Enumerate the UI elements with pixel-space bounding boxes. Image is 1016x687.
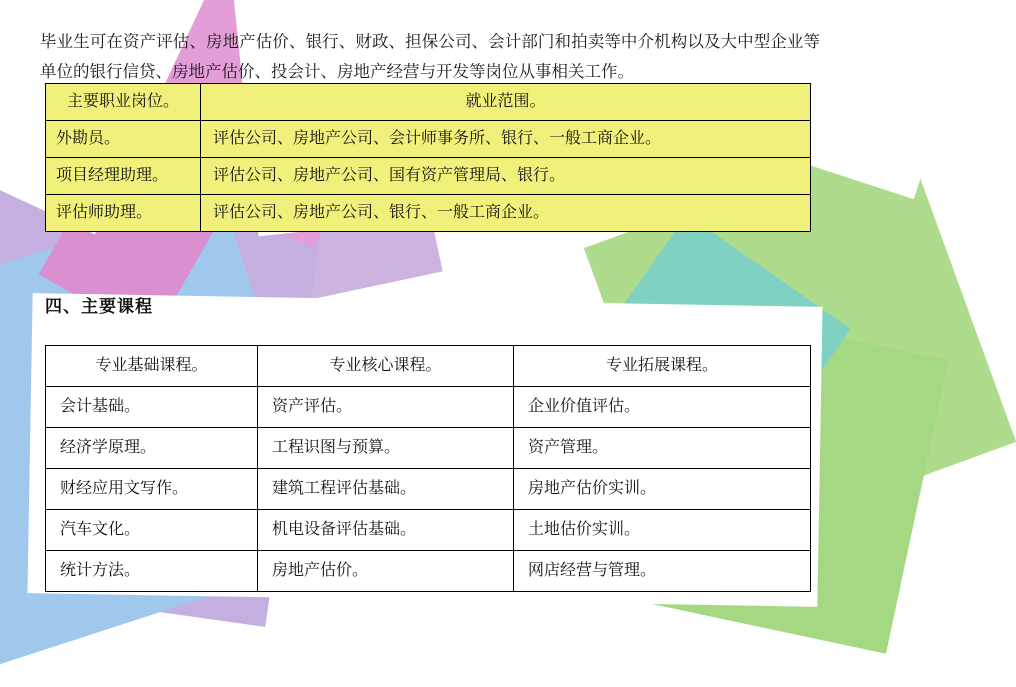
courses-cell-basic: 经济学原理。 — [46, 428, 258, 469]
jobs-cell-position: 外勘员。 — [46, 121, 201, 158]
courses-cell-core: 建筑工程评估基础。 — [258, 469, 514, 510]
table-row — [46, 469, 811, 510]
jobs-cell-scope: 评估公司、房地产公司、国有资产管理局、银行。 — [201, 158, 811, 195]
courses-cell-basic: 统计方法。 — [46, 551, 258, 592]
table-row — [46, 195, 811, 232]
courses-cell-extension: 企业价值评估。 — [514, 387, 811, 428]
courses-cell-basic: 财经应用文写作。 — [46, 469, 258, 510]
courses-cell-extension: 土地估价实训。 — [514, 510, 811, 551]
intro-paragraph: 毕业生可在资产评估、房地产估价、银行、财政、担保公司、会计部门和拍卖等中介机构以及大中型企业等单位的银行信贷、房地产估价、投会计、房地产经营与开发等岗位从事相关工作。 — [40, 32, 820, 81]
courses-header-basic: 专业基础课程。 — [46, 346, 258, 387]
table-row — [46, 551, 811, 592]
jobs-header-position: 主要职业岗位。 — [46, 84, 201, 121]
jobs-cell-scope: 评估公司、房地产公司、银行、一般工商企业。 — [201, 195, 811, 232]
jobs-header-scope: 就业范围。 — [201, 84, 811, 121]
table-row — [46, 510, 811, 551]
courses-cell-core: 资产评估。 — [258, 387, 514, 428]
main-courses-table — [45, 345, 811, 592]
courses-cell-basic: 汽车文化。 — [46, 510, 258, 551]
courses-cell-basic: 会计基础。 — [46, 387, 258, 428]
table-row — [46, 387, 811, 428]
courses-header-extension: 专业拓展课程。 — [514, 346, 811, 387]
courses-header-core: 专业核心课程。 — [258, 346, 514, 387]
courses-cell-extension: 网店经营与管理。 — [514, 551, 811, 592]
jobs-cell-scope: 评估公司、房地产公司、会计师事务所、银行、一般工商企业。 — [201, 121, 811, 158]
jobs-cell-position: 评估师助理。 — [46, 195, 201, 232]
table-header-row — [46, 346, 811, 387]
section-heading-main-courses: 四、主要课程 — [45, 297, 153, 316]
courses-cell-extension: 房地产估价实训。 — [514, 469, 811, 510]
courses-cell-core: 机电设备评估基础。 — [258, 510, 514, 551]
courses-cell-core: 工程识图与预算。 — [258, 428, 514, 469]
table-row — [46, 158, 811, 195]
courses-cell-core: 房地产估价。 — [258, 551, 514, 592]
table-row — [46, 121, 811, 158]
employment-scope-table — [45, 83, 811, 232]
jobs-cell-position: 项目经理助理。 — [46, 158, 201, 195]
courses-cell-extension: 资产管理。 — [514, 428, 811, 469]
table-header-row — [46, 84, 811, 121]
table-row — [46, 428, 811, 469]
